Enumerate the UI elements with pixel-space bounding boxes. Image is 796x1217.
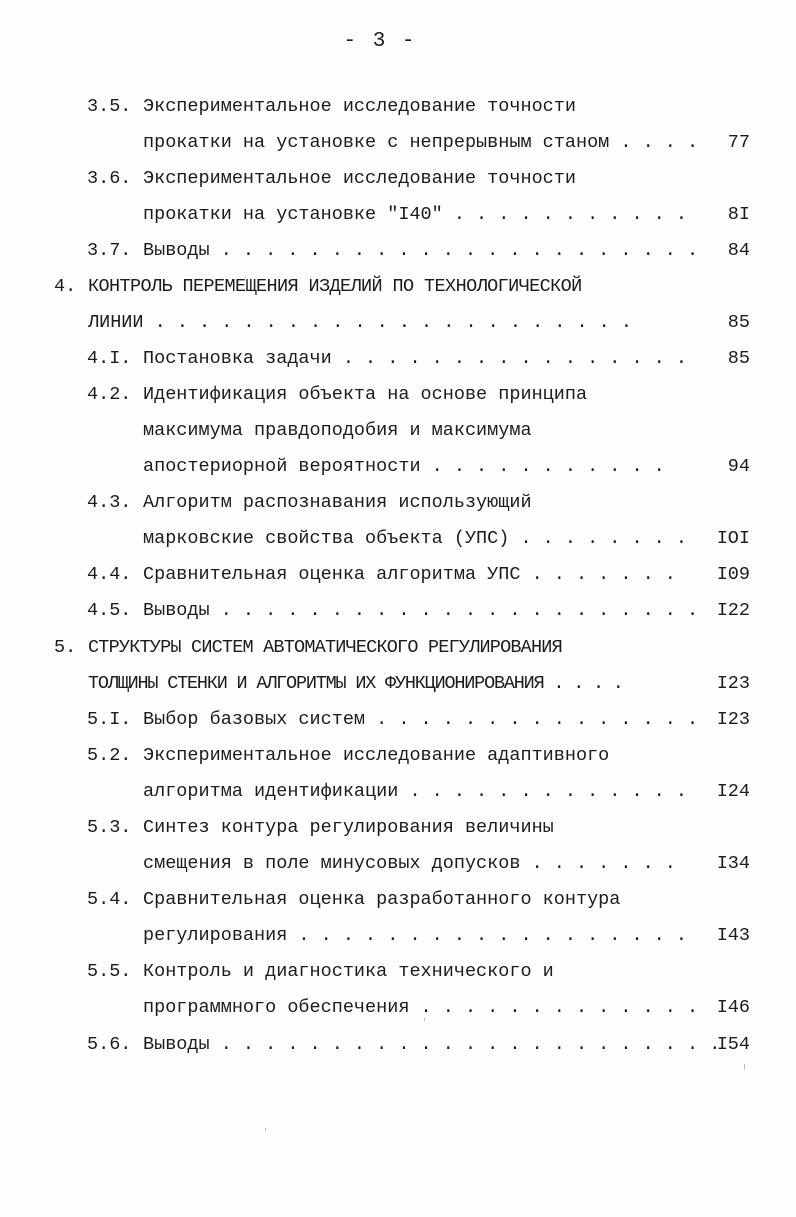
scan-speck <box>265 1128 266 1131</box>
toc-entry-number: 5.5. <box>87 961 132 982</box>
toc-chapter-title-line: СТРУКТУРЫ СИСТЕМ АВТОМАТИЧЕСКОГО РЕГУЛИРОВАНИЯ <box>88 637 562 658</box>
toc-entry-number: 5.I. <box>87 709 132 730</box>
toc-entry-title-line: Алгоритм распознавания использующий <box>143 492 532 513</box>
toc-entry-page: IOI <box>716 528 750 549</box>
toc-chapter-title-line: ЛИНИИ . . . . . . . . . . . . . . . . . . . . . . <box>88 312 632 333</box>
toc-entry-title-line: Выводы . . . . . . . . . . . . . . . . . . . . . . <box>143 240 699 261</box>
toc-chapter-number: 5. <box>54 637 77 658</box>
toc-entry-page: 85 <box>727 312 750 333</box>
toc-entry-title-line: апостериорной вероятности . . . . . . . . . . . <box>143 456 665 477</box>
toc-entry-number: 4.3. <box>87 492 132 513</box>
toc-entry-title-line: прокатки на установке "I40" . . . . . . . . . . . <box>143 204 687 225</box>
toc-entry-title-line: Выводы . . . . . . . . . . . . . . . . . . . . . . <box>143 600 699 621</box>
toc-entry-title-line: Сравнительная оценка разработанного контура <box>143 889 621 910</box>
toc-entry-number: 3.6. <box>87 168 132 189</box>
toc-entry-title-line: Экспериментальное исследование точности <box>143 96 576 117</box>
toc-entry-title-line: марковские свойства объекта (УПС) . . . . . . . . <box>143 528 687 549</box>
toc-entry-page: I43 <box>716 925 750 946</box>
toc-entry-number: 5.4. <box>87 889 132 910</box>
toc-entry-number: 4.5. <box>87 600 132 621</box>
toc-entry-title-line: Выводы . . . . . . . . . . . . . . . . . . . . . . . <box>143 1034 721 1055</box>
toc-entry-page: I23 <box>716 673 750 694</box>
toc-entry-page: I24 <box>716 781 750 802</box>
toc-entry-title-line: максимума правдоподобия и максимума <box>143 420 532 441</box>
toc-entry-page: I34 <box>716 853 750 874</box>
toc-entry-title-line: регулирования . . . . . . . . . . . . . . . . . . <box>143 925 687 946</box>
toc-entry-page: I09 <box>716 564 750 585</box>
toc-entry-number: 4.4. <box>87 564 132 585</box>
toc-entry-page: 84 <box>727 240 750 261</box>
toc-entry-page: 77 <box>727 132 750 153</box>
toc-entry-number: 3.5. <box>87 96 132 117</box>
toc-entry-title-line: Постановка задачи . . . . . . . . . . . . . . . . <box>143 348 687 369</box>
toc-entry-title-line: алгоритма идентификации . . . . . . . . . . . . . <box>143 781 687 802</box>
toc-entry-page: I46 <box>716 997 750 1018</box>
toc-entry-number: 5.6. <box>87 1034 132 1055</box>
toc-entry-number: 3.7. <box>87 240 132 261</box>
toc-entry-number: 5.3. <box>87 817 132 838</box>
toc-entry-number: 4.I. <box>87 348 132 369</box>
toc-entry-title-line: Идентификация объекта на основе принципа <box>143 384 588 405</box>
toc-entry-page: I23 <box>716 709 750 730</box>
page-number: - 3 - <box>343 30 417 53</box>
toc-entry-title-line: Сравнительная оценка алгоритма УПС . . . . . . . <box>143 564 676 585</box>
scan-speck <box>744 1064 745 1070</box>
toc-entry-page: 8I <box>727 204 750 225</box>
toc-entry-title-line: Экспериментальное исследование точности <box>143 168 576 189</box>
toc-chapter-title-line: КОНТРОЛЬ ПЕРЕМЕЩЕНИЯ ИЗДЕЛИЙ ПО ТЕХНОЛОГИЧЕСКОЙ <box>88 276 582 297</box>
toc-entry-title-line: смещения в поле минусовых допусков . . . . . . . <box>143 853 676 874</box>
toc-entry-page: 94 <box>727 456 750 477</box>
toc-entry-title-line: Экспериментальное исследование адаптивного <box>143 745 610 766</box>
toc-chapter-number: 4. <box>54 276 77 297</box>
toc-entry-title-line: Выбор базовых систем . . . . . . . . . . . . . . . <box>143 709 699 730</box>
toc-entry-title-line: Контроль и диагностика технического и <box>143 961 554 982</box>
toc-entry-number: 5.2. <box>87 745 132 766</box>
toc-chapter-title-line: ТОЛЩИНЫ СТЕНКИ И АЛГОРИТМЫ ИХ ФУНКЦИОНИРОВАНИЯ . . . . <box>88 673 623 694</box>
toc-entry-page: 85 <box>727 348 750 369</box>
toc-entry-page: I22 <box>716 600 750 621</box>
toc-entry-number: 4.2. <box>87 384 132 405</box>
toc-entry-page: I54 <box>716 1034 750 1055</box>
toc-entry-title-line: прокатки на установке с непрерывным станом . . . . <box>143 132 699 153</box>
toc-entry-title-line: Синтез контура регулирования величины <box>143 817 554 838</box>
scan-speck <box>424 1018 425 1021</box>
toc-entry-title-line: программного обеспечения . . . . . . . . . . . . . <box>143 997 699 1018</box>
